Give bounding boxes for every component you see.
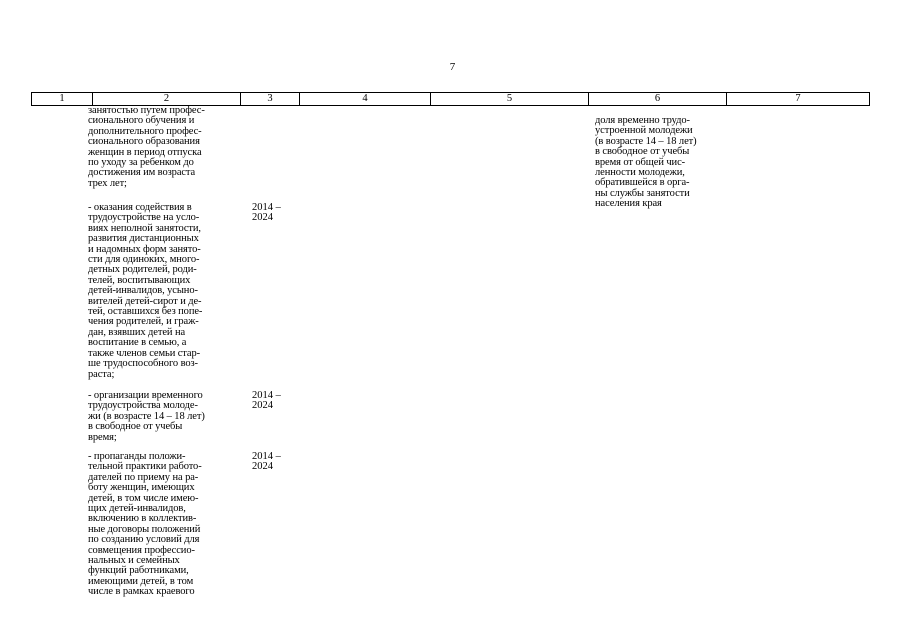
header-col-7: 7	[726, 92, 870, 106]
header-col-4: 4	[299, 92, 431, 106]
header-col-1: 1	[31, 92, 93, 106]
header-col-6: 6	[588, 92, 727, 106]
header-col-3: 3	[240, 92, 300, 106]
header-col-5: 5	[430, 92, 589, 106]
indicator-youth-share: доля временно трудо- устроенной молодежи (в возрасте 14 – 18 лет) в свободное от учебы время от общей чис- ленности молодежи, обратившейся в орга- ны службы занятости населения края	[595, 115, 697, 210]
term-item-2: 2014 – 2024	[252, 390, 281, 412]
header-col-2: 2	[92, 92, 241, 106]
page-number: 7	[449, 61, 456, 73]
term-item-3: 2014 – 2024	[252, 451, 281, 473]
term-item-1: 2014 – 2024	[252, 202, 281, 224]
measure-continuation: занятостью путем профес- сионального обучения и дополнительного профес- сионального образования женщин в период отпуска по уходу за ребенком до достижения им возраста трех лет;	[88, 105, 205, 189]
measure-item-youth-employment: - организации временного трудоустройства молоде- жи (в возрасте 14 – 18 лет) в свободное от учебы время;	[88, 390, 205, 443]
table-header-row	[31, 92, 870, 106]
measure-item-employer-practice: - пропаганды положи- тельной практики работо- дателей по приему на ра- боту женщин, имеющих детей, в том числе имею- щих детей-инвалидов, включению в коллектив- ные договоры положений по созданию условий для совмещения профессио- нальных и семейных функций работниками, имеющими детей, в том числе в рамках краевого	[88, 451, 202, 598]
measure-item-employment-assistance: - оказания содействия в трудоустройстве на усло- виях неполной занятости, развития дистанционных и надомных форм занято- сти для одиноких, много- детных родителей, роди- телей, воспитывающих детей-инвалидов, усыно- вителей детей-сирот и де- тей, оставшихся без попе- чения родителей, и граж- дан, взявших детей на воспитание в семью, а также членов семьи стар- ше трудоспособного воз- раста;	[88, 202, 203, 380]
